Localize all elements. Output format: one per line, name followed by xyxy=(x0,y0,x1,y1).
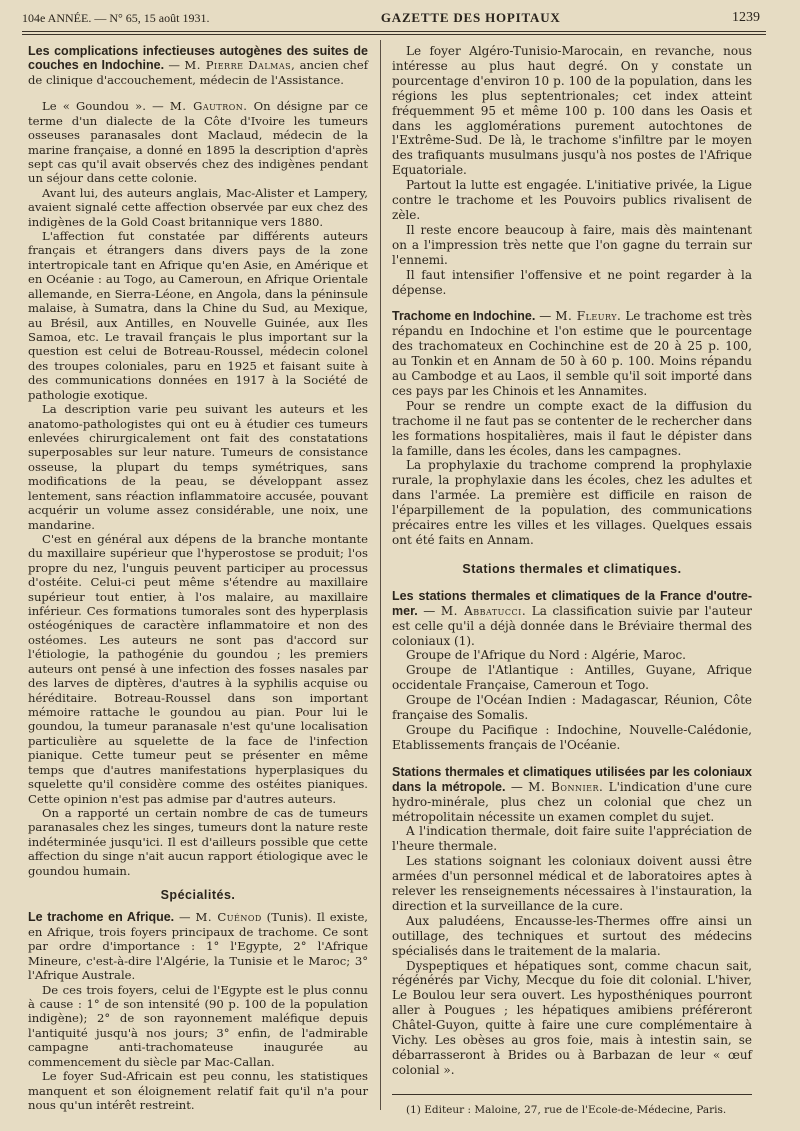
paragraph: Il reste encore beaucoup à faire, mais dès maintenant on a l'impression très nette que l'on gagne du terrain sur l'ennemi. xyxy=(392,222,752,267)
header-rule-double xyxy=(22,34,766,35)
article-author: M. Pierre Dalmas, xyxy=(184,58,296,73)
paragraph: C'est en général aux dépens de la branche montante du maxillaire supérieur que l'hyperostose se produit; l'os propre du nez, l'unguis peuvent participer au processus d'ostéite. Celui-ci peut même s'étendre au maxillaire supérieur tout entier, à l'os malaire, au maxillaire inférieur. Ces formations tumorales sont des hyperplasis ostéogéniques de caractère inflammatoire et non des ostéomes. Les auteurs ne sont pas d'accord sur l'étiologie, la pathogénie du goundou ; les premiers auteurs ont pensé à une infection des fosses nasales par des larves de diptères, d'autres à la syphilis acquise ou héréditaire. Botreau-Roussel dans son important mémoire rattache le goundou au pian. Pour lui le goundou, la tumeur paranasale n'est qu'une localisation particulière au squelette de la face de l'infection pianique. Cette tumeur peut se présenter en même temps que d'autres manifestations hyperplasiques du squelette qu'il considère comme des ostéites pianiques. Cette opinion n'est pas admise par d'autres auteurs. xyxy=(28,531,368,806)
article-title: Les complications infectieuses autogènes des suites de couches en Indochine. xyxy=(28,44,368,73)
paragraph: De ces trois foyers, celui de l'Egypte est le plus connu à cause : 1° de son intensité (90 p. 100 de la population indigène); 2° de son rayonnement maléfique depuis l'antiquité jusqu'à nos jours; 3° enfin, de l'admirable campagne anti-trachomateuse inaugurée au commencement du siècle par Mac-Callan. xyxy=(28,982,368,1069)
paragraph: Partout la lutte est engagée. L'initiative privée, la Ligue contre le trachome et les Pouvoirs publics rivalisent de zèle. xyxy=(392,178,752,222)
paragraph: La description varie peu suivant les auteurs et les anatomo-pathologistes qui ont eu à étudier ces tumeurs enlevées chirurgicalement ont fait des constatations superposables sur leur nature. Tumeurs de consistance osseuse, la plupart du temps symétriques, sans modifications de la peau, se développant assez lentement, sans réaction inflammatoire accusée, pouvant acquérir un volume assez considérable, une noix, une mandarine. xyxy=(28,402,368,532)
footnote-rule xyxy=(392,1094,752,1095)
paragraph: Groupe de l'Océan Indien : Madagascar, Réunion, Côte française des Somalis. xyxy=(392,693,752,723)
article-dalmas: Les complications infectieuses autogènes des suites de couches en Indochine. — M. Pierre Dalmas, ancien chef de clinique d'accouchement, médecin de l'Assistance. xyxy=(28,44,369,87)
right-column xyxy=(392,44,752,1118)
article-title: Le trachome en Afrique. xyxy=(28,910,175,925)
page-number: 1239 xyxy=(731,10,760,25)
paragraph: Avant lui, des auteurs anglais, Mac-Alister et Lampery, avaient signalé cette affection observée par eux chez des indigènes de la Gold Coast britannique vers 1880. xyxy=(28,185,368,229)
paragraph: La prophylaxie du trachome comprend la prophylaxie rurale, la prophylaxie dans les écoles, chez les adultes et dans l'armée. La première est difficile en raison de l'éparpillement de la population, des communications précaires entre les villes et les villages. Quelques essais ont été faits en Annam. xyxy=(392,458,752,547)
paragraph: A l'indication thermale, doit faire suite l'appréciation de l'heure thermale. xyxy=(392,824,752,854)
article-author: M. Abbatucci. xyxy=(440,603,527,618)
article-author: M. Gautron. xyxy=(169,99,248,114)
paragraph: L'indication d'une cure hydro-minérale, plus chez un colonial que chez un métropolitain nécessite un examen complet du sujet. xyxy=(392,779,752,824)
paragraph: Groupe du Pacifique : Indochine, Nouvelle-Calédonie, Etablissements français de l'Océanie. xyxy=(392,722,752,752)
article-stations-metropole: Stations thermales et climatiques utilisées par les coloniaux dans la métropole. — M. Bonnier. L'indication d'une cure hydro-minérale, plus chez un colonial que chez un métropolitain nécessite un examen complet du sujet. xyxy=(392,764,752,824)
section-heading-specialites: Spécialités. xyxy=(160,888,236,903)
footnote: (1) Editeur : Maloine, 27, rue de l'Ecole-de-Médecine, Paris. xyxy=(406,1103,727,1116)
paragraph: L'affection fut constatée par différents auteurs français et étrangers dans divers pays de la zone intertropicale tant en Afrique qu'en Asie, en Amérique et en Océanie : au Togo, au Cameroun, en Afrique Orientale allemande, en Sierra-Léone, en Angola, dans la péninsule malaise, à Sumatra, dans la Chine du Sud, au Mexique, au Brésil, aux Antilles, en Nouvelle Guinée, aux Iles Samoa, etc. Le travail français le plus important sur la question est celui de Botreau-Roussel, médecin colonel des troupes coloniales, paru en 1925 et faisant suite à des communications données en 1917 à la Société de pathologie exotique. xyxy=(28,229,368,402)
paragraph: Le foyer Algéro-Tunisio-Marocain, en revanche, nous intéresse au plus haut degré. On y constate un pourcentage d'environ 10 p. 100 de la population, dans les régions les plus septentrionales; cet index atteint fréquemment 95 et même 100 p. 100 dans les Oasis et dans les agglomérations purement autochtones de l'Extrême-Sud. De là, le trachome s'infiltre par le moyen des trafiquants musulmans jusqu'à nos postes de l'Afrique Equatoriale. xyxy=(392,44,752,178)
paragraph: Groupe de l'Atlantique : Antilles, Guyane, Afrique occidentale Française, Cameroun et Togo. xyxy=(392,663,752,693)
paragraph: Le foyer Sud-Africain est peu connu, les statistiques manquent et son éloignement relatif fait qu'il n'a pour nous qu'un intérêt restreint. xyxy=(28,1069,368,1112)
article-trachome-indochine: Trachome en Indochine. — M. Fleury. Le trachome est très répandu en Indochine et l'on estime que le pourcentage des trachomateux en Cochinchine est de 20 à 25 p. 100, au Tonkin et en Annam de 50 à 60 p. 100. Moins répandu au Cambodge et au Laos, il semble qu'il soit importé dans ces pays par les Chinois et les Annamites. xyxy=(392,309,752,398)
paragraph: Les stations soignant les coloniaux doivent aussi être armées d'un personnel médical et de laboratoires aptes à relever les renseignements nécessaires à l'instauration, la direction et la surveillance de la cure. xyxy=(392,854,752,913)
article-title: Le « Goundou ». xyxy=(42,99,146,114)
paragraph: On a rapporté un certain nombre de cas de tumeurs paranasales chez les singes, tumeurs dont la nature reste indéterminée jusqu'ici. Il est d'ailleurs possible que cette affection du singe n'ait aucun rapport étiologique avec le goundou humain. xyxy=(28,805,368,878)
journal-title: GAZETTE DES HOPITAUX xyxy=(380,10,561,25)
article-title: Les stations thermales et climatiques de la France d'outre-mer. xyxy=(392,588,752,618)
section-heading-stations: Stations thermales et climatiques. xyxy=(462,561,682,576)
left-column xyxy=(28,44,368,1112)
issue-line: 104e ANNÉE. — N° 65, 15 août 1931. xyxy=(22,10,210,25)
paragraph: Pour se rendre un compte exact de la diffusion du trachome il ne faut pas se contenter de le rechercher dans les formations hospitalières, mais il faut le dépister dans la famille, dans les écoles, dans les campagnes. xyxy=(392,398,752,458)
article-author: M. Cuénod xyxy=(195,910,262,925)
paragraph: Le trachome est très répandu en Indochine et l'on estime que le pourcentage des trachomateux en Cochinchine est de 20 à 25 p. 100, au Tonkin et en Annam de 50 à 60 p. 100. Moins répandu au Cambodge et au Laos, il semble qu'il soit importé dans ces pays par les Chinois et les Annamites. xyxy=(392,309,752,398)
column-divider xyxy=(380,40,381,1110)
paragraph: Groupe de l'Afrique du Nord : Algérie, Maroc. xyxy=(406,648,686,663)
paragraph: Il faut intensifier l'offensive et ne point regarder à la dépense. xyxy=(392,267,752,297)
running-header xyxy=(22,6,760,30)
article-stations-outre-mer: Les stations thermales et climatiques de la France d'outre-mer. — M. Abbatucci. La classification suivie par l'auteur est celle qu'il a déjà donnée dans le Bréviaire thermal des coloniaux (1). xyxy=(392,588,752,648)
paragraph: Dyspeptiques et hépatiques sont, comme chacun sait, régénérés par Vichy, Mecque du foie dit colonial. L'hiver, Le Boulou leur sera ouvert. Les hyposthéniques pourront aller à Pougues ; les hépatiques amibiens préféreront Châtel-Guyon, quitte à faire une cure complémentaire à Vichy. Les obèses au gros foie, mais à intestin sain, se débarrasseront à Brides ou à Barbazan de leur « œuf colonial ». xyxy=(392,958,752,1077)
paragraph: On désigne par ce terme d'un dialecte de la Côte d'Ivoire les tumeurs osseuses paranasales dont Maclaud, médecin de la marine française, a donné en 1895 la description d'après sept cas qu'il avait observés chez des indigènes pendant un séjour dans cette colonie. xyxy=(28,99,368,186)
article-title: Trachome en Indochine. xyxy=(392,309,536,324)
paragraph: Aux paludéens, Encausse-les-Thermes offre ainsi un outillage, des techniques et surtout des médecins spécialisés dans le traitement de la malaria. xyxy=(392,913,752,958)
article-author: M. Fleury. xyxy=(555,309,622,324)
paragraph: La classification suivie par l'auteur est celle qu'il a déjà donnée dans le Bréviaire thermal des coloniaux (1). xyxy=(392,603,752,648)
article-title: Stations thermales et climatiques utilisées par les coloniaux dans la métropole. xyxy=(392,764,752,794)
article-goundou: Le « Goundou ». — M. Gautron. On désigne par ce terme d'un dialecte de la Côte d'Ivoire les tumeurs osseuses paranasales dont Maclaud, médecin de la marine française, a donné en 1895 la description d'après sept cas qu'il avait observés chez des indigènes pendant un séjour dans cette colonie. xyxy=(28,99,368,186)
article-author: M. Bonnier. xyxy=(528,779,604,794)
paragraph: (Tunis). Il existe, en Afrique, trois foyers principaux de trachome. Ce sont par ordre d'importance : 1° l'Egypte, 2° l'Afrique Mineure, c'est-à-dire l'Algérie, la Tunisie et le Maroc; 3° l'Afrique Australe. xyxy=(28,910,368,983)
article-trachome-afrique: Le trachome en Afrique. — M. Cuénod (Tunis). Il existe, en Afrique, trois foyers principaux de trachome. Ce sont par ordre d'importance : 1° l'Egypte, 2° l'Afrique Mineure, c'est-à-dire l'Algérie, la Tunisie et le Maroc; 3° l'Afrique Australe. xyxy=(28,910,368,983)
article-text: ancien chef de clinique d'accouchement, médecin de l'Assistance. xyxy=(28,58,369,87)
header-rule xyxy=(22,31,766,32)
